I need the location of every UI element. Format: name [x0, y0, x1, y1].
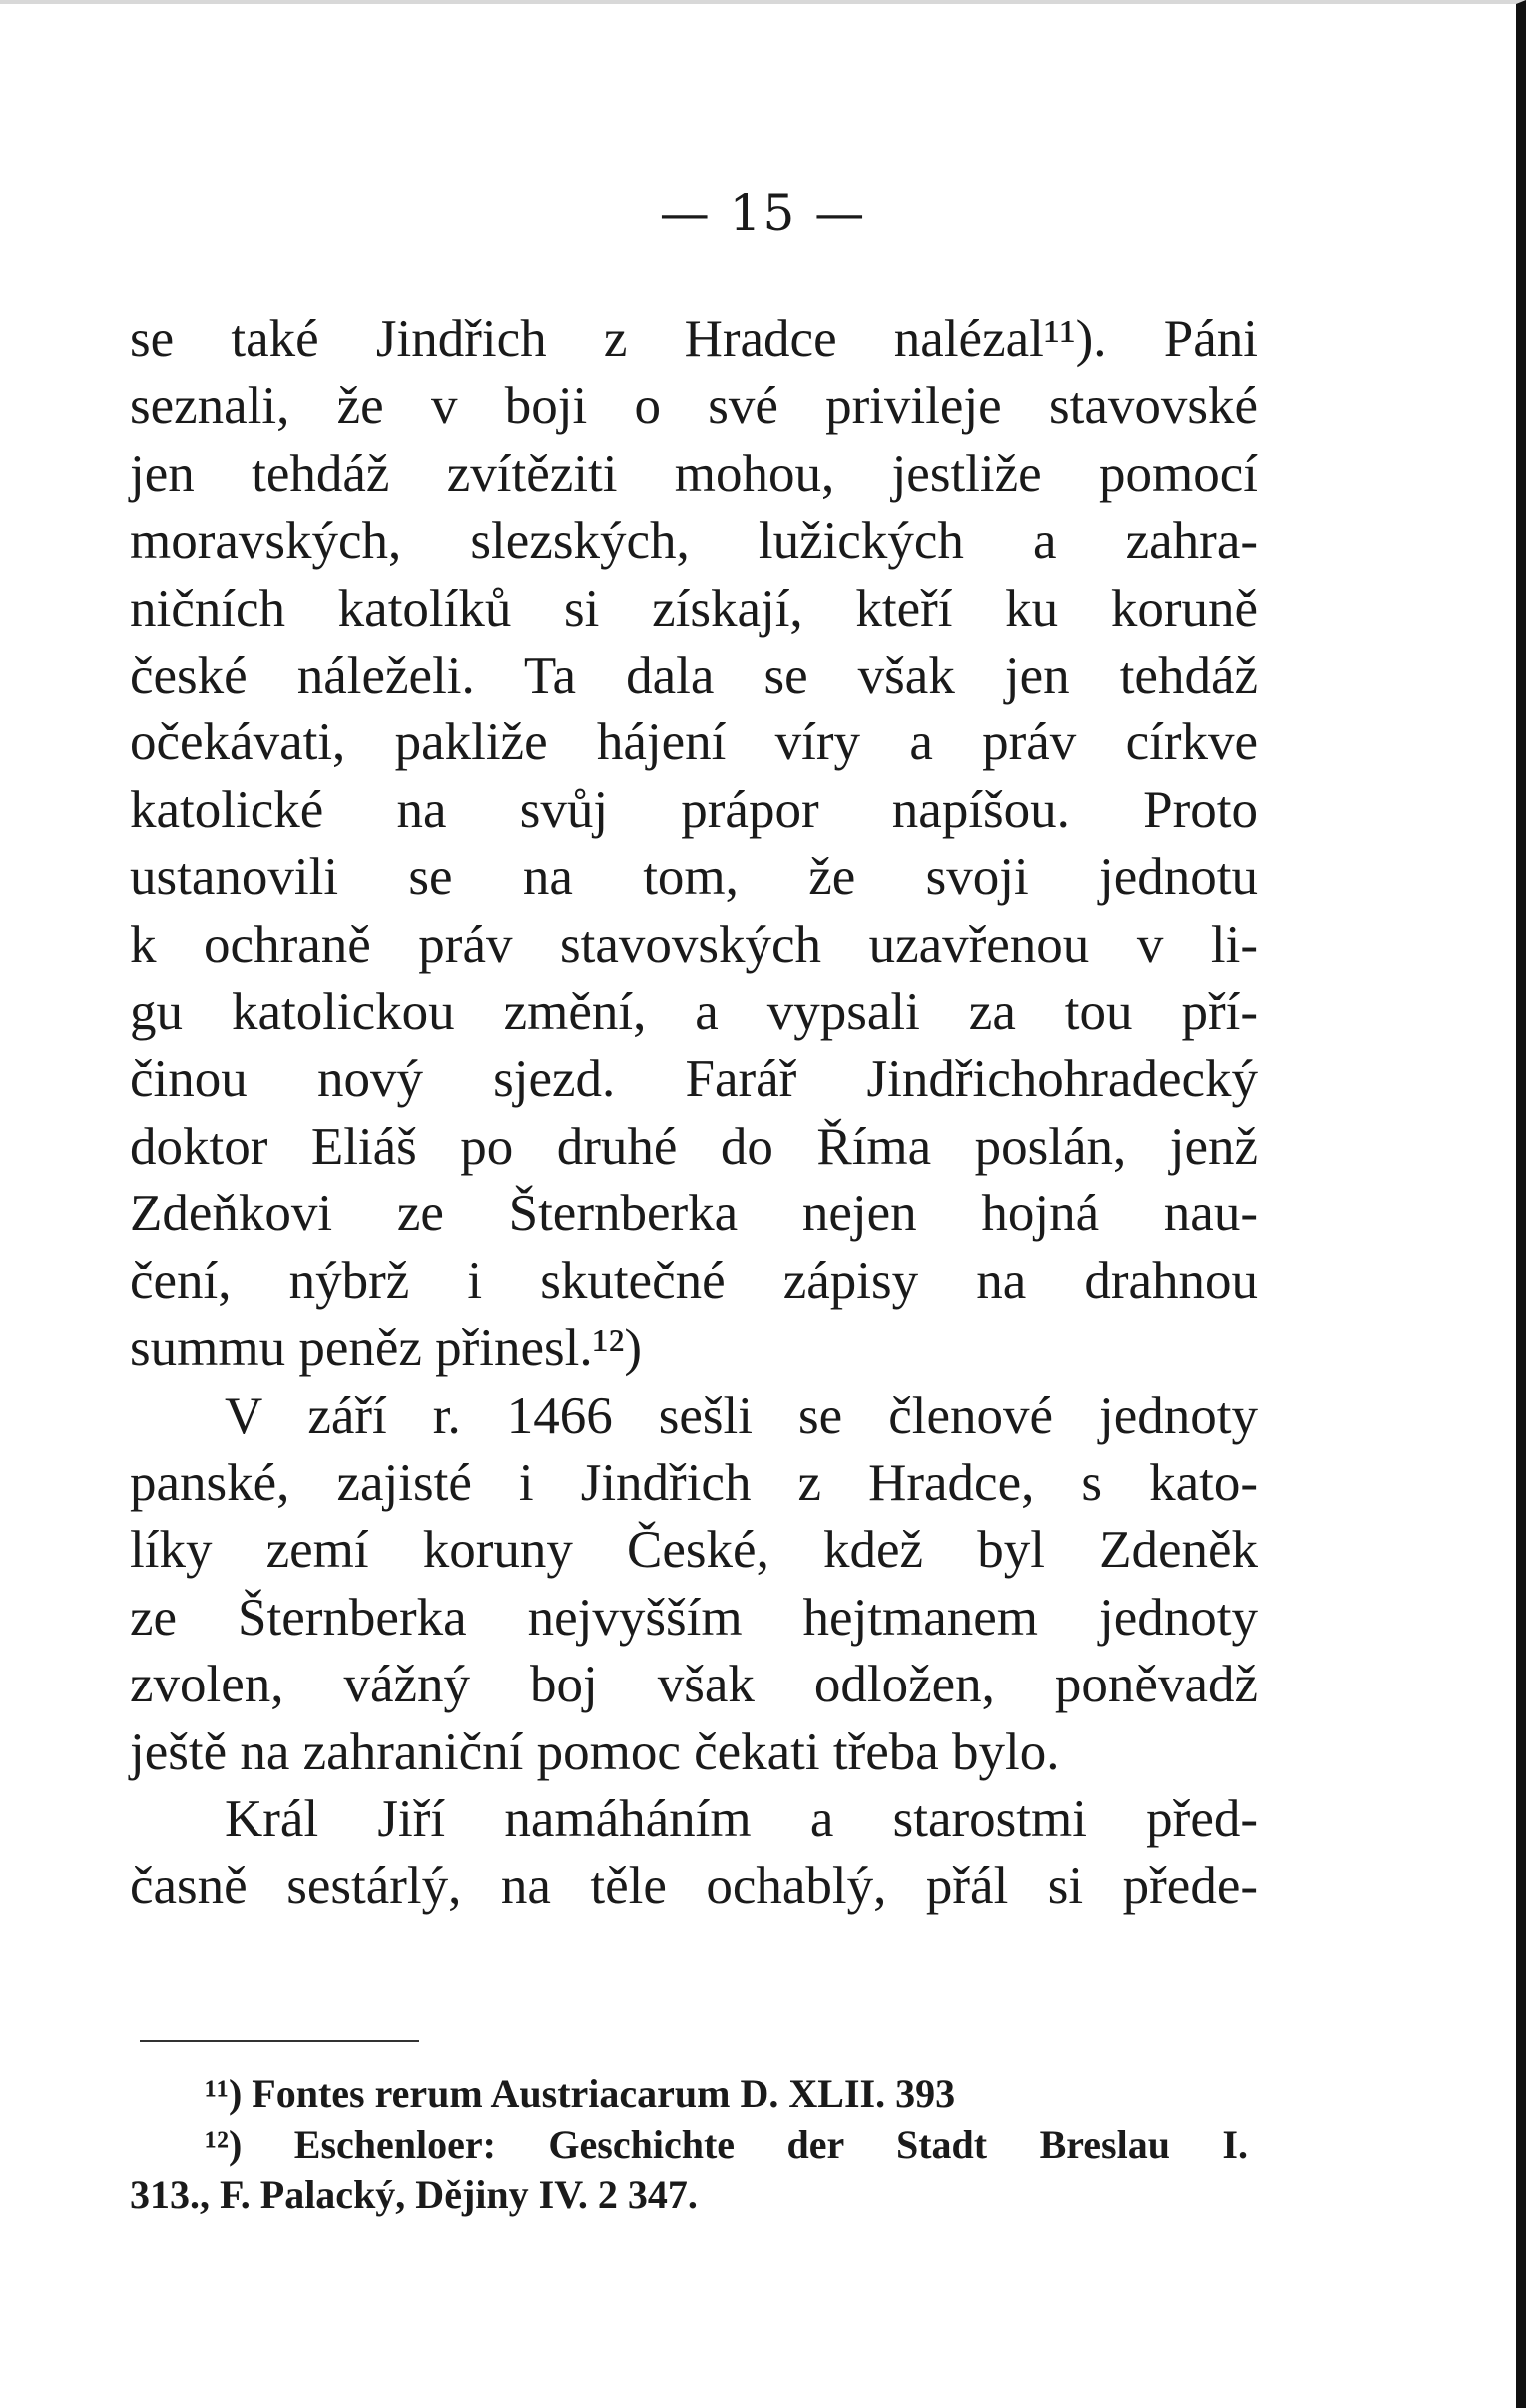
text-line: činou nový sjezd. Farář Jindřichohradecký — [130, 1050, 1258, 1109]
text-line: doktor Eliáš po druhé do Říma poslán, jenž — [130, 1117, 1258, 1176]
text-line: jen tehdáž zvítěziti mohou, jestliže pomocí — [130, 444, 1258, 503]
text-line: české náleželi. Ta dala se však jen tehdáž — [130, 647, 1258, 706]
text-line: ustanovili se na tom, že svoji jednotu — [130, 848, 1258, 907]
text-line: panské, zajisté i Jindřich z Hradce, s kato- — [130, 1453, 1258, 1512]
footnote-line: ¹¹) Fontes rerum Austriacarum D. XLII. 393 — [205, 2071, 956, 2116]
text-line: ničních katolíků si získají, kteří ku koruně — [130, 579, 1258, 638]
paragraph-start-line: V září r. 1466 sešli se členové jednoty — [225, 1386, 1258, 1445]
text-line: Zdeňkovi ze Šternberka nejen hojná nau- — [130, 1185, 1258, 1243]
footnote-line: ¹²) Eschenloer: Geschichte der Stadt Breslau I. — [205, 2122, 1248, 2167]
text-line: ještě na zahraniční pomoc čekati třeba bylo. — [130, 1722, 1060, 1781]
text-line: očekávati, pakliže hájení víry a práv církve — [130, 714, 1258, 772]
text-line: moravských, slezských, lužických a zahra- — [130, 512, 1258, 571]
text-line: seznali, že v boji o své privileje stavovské — [130, 377, 1258, 436]
page-number: — 15 — — [659, 184, 867, 241]
text-line: časně sestárlý, na těle ochablý, přál si přede- — [130, 1857, 1258, 1916]
text-line: katolické na svůj prápor napíšou. Proto — [130, 780, 1258, 839]
body-text — [130, 306, 1258, 1921]
text-line: gu katolickou změní, a vypsali za tou pří- — [130, 983, 1258, 1042]
footnote-line: 313., F. Palacký, Dějiny IV. 2 347. — [130, 2172, 698, 2217]
text-line: zvolen, vážný boj však odložen, poněvadž — [130, 1656, 1258, 1714]
text-line: ze Šternberka nejvyšším hejtmanem jednoty — [130, 1588, 1258, 1647]
text-line: summu peněz přinesl.¹²) — [130, 1319, 643, 1378]
footnote-divider — [140, 2040, 419, 2042]
paragraph-start-line: Král Jiří namáháním a starostmi před- — [225, 1789, 1258, 1848]
text-line: k ochraně práv stavovských uzavřenou v li- — [130, 915, 1258, 974]
text-line: se také Jindřich z Hradce nalézal¹¹). Páni — [130, 310, 1258, 368]
text-line: líky zemí koruny České, kdež byl Zdeněk — [130, 1521, 1258, 1580]
text-line: čení, nýbrž i skutečné zápisy na drahnou — [130, 1251, 1258, 1310]
footnotes — [130, 2068, 1248, 2220]
